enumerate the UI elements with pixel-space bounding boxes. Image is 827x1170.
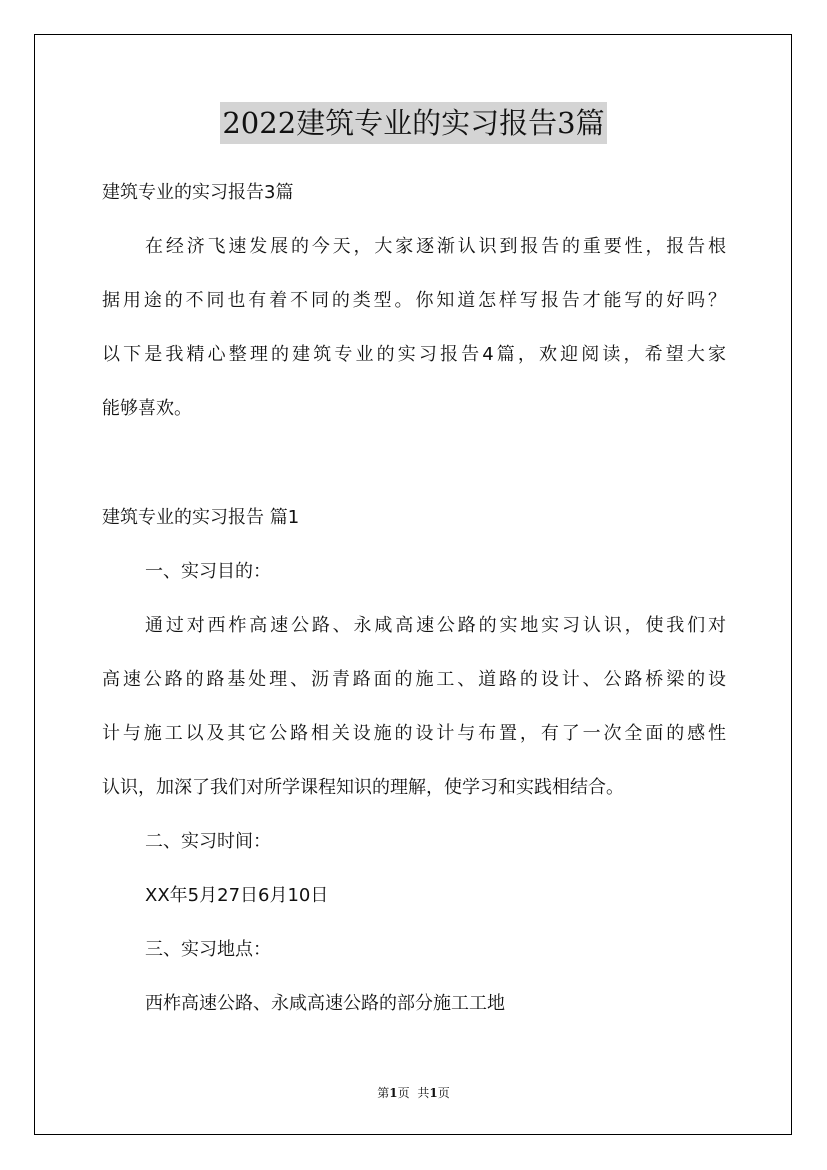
section-heading: 建筑专业的实习报告 篇1 (102, 507, 300, 528)
intro-line-3: 以下是我精心整理的建筑专业的实习报告4篇，欢迎阅读，希望大家 (102, 344, 726, 365)
purpose-line-1: 通过对西柞高速公路、永咸高速公路的实地实习认识，使我们对 (145, 615, 726, 636)
document-title-text: 2022建筑专业的实习报告3篇 (220, 102, 606, 144)
time-text: XX年5月27日6月10日 (145, 885, 329, 906)
footer-total-number: 1 (429, 1086, 438, 1100)
place-text: 西柞高速公路、永咸高速公路的部分施工工地 (145, 993, 505, 1014)
purpose-line-3: 计与施工以及其它公路相关设施的设计与布置，有了一次全面的感性 (102, 723, 726, 744)
footer-total-prefix: 共 (417, 1086, 430, 1100)
subtitle: 建筑专业的实习报告3篇 (102, 182, 294, 203)
footer-total-suffix: 页 (437, 1086, 450, 1100)
footer-page-prefix: 第 (377, 1086, 390, 1100)
footer-page-suffix: 页 (397, 1086, 410, 1100)
intro-line-1: 在经济飞速发展的今天，大家逐渐认识到报告的重要性，报告根 (145, 236, 726, 257)
page-footer (0, 1084, 827, 1101)
place-heading: 三、实习地点： (145, 939, 271, 960)
document-title (0, 102, 827, 144)
footer-page-number: 1 (389, 1086, 398, 1100)
purpose-heading: 一、实习目的： (145, 561, 271, 582)
purpose-line-2: 高速公路的路基处理、沥青路面的施工、道路的设计、公路桥梁的设 (102, 669, 726, 690)
intro-line-4: 能够喜欢。 (102, 398, 192, 419)
intro-line-2: 据用途的不同也有着不同的类型。你知道怎样写报告才能写的好吗？ (102, 290, 726, 311)
time-heading: 二、实习时间： (145, 831, 271, 852)
purpose-line-4: 认识，加深了我们对所学课程知识的理解，使学习和实践相结合。 (102, 777, 624, 798)
